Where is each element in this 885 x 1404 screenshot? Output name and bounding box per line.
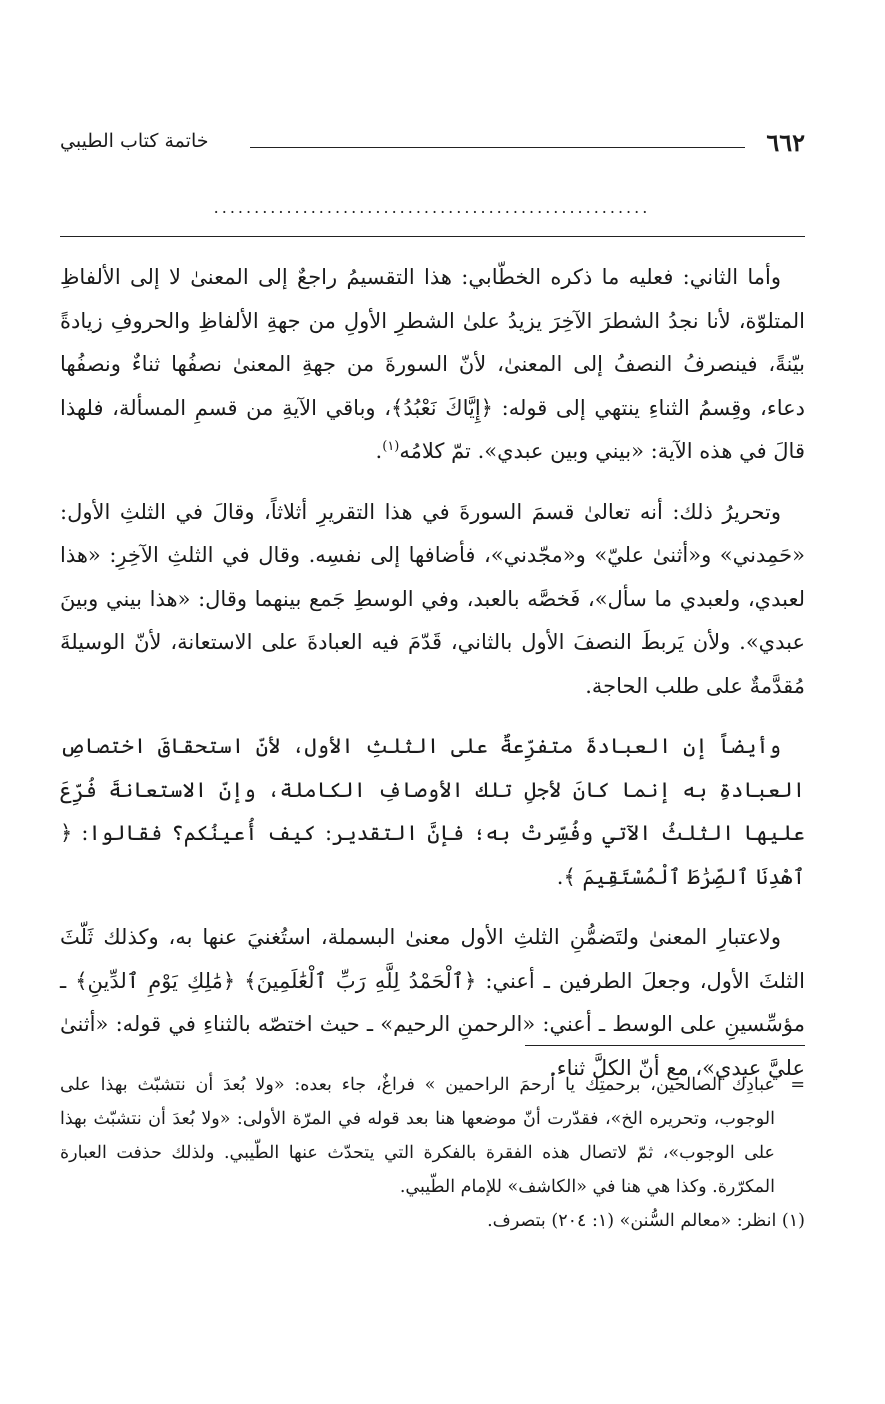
continuation-mark: = [790, 1075, 805, 1095]
paragraph-1 [60, 256, 805, 474]
quran-verse: ﴿إِيَّاكَ نَعْبُدُ﴾ [391, 395, 493, 420]
body-text [60, 256, 805, 1107]
paragraph-3-end: . [556, 864, 564, 889]
paragraph-3-text: وأيضاً إن العبادةَ متفرِّعةٌ على الثلثِ الأول، لأنّ استحقاقَ اختصاصِ العبادةِ به إنما كانَ لأجلِ تلك الأوصافِ الكاملة، وإنّ الاستعانةَ فُرِّعَ عليها الثلثُ الآتي وفُسِّرتْ به؛ فإنَّ التقدير: كيف أُعينُكم؟ فقالوا: [60, 734, 805, 845]
footnote-1: (١) انظر: «معالم السُّنن» (١: ٢٠٤) بتصرف. [487, 1211, 805, 1231]
running-title: خاتمة كتاب الطيبي [60, 130, 209, 152]
footnote-reference[interactable]: (١) [382, 439, 400, 454]
paragraph-3 [60, 725, 805, 899]
paragraph-4-text-b: ـ مؤسِّسينِ على الوسط ـ أعني: «الرحمنِ الرحيم» ـ حيث اختصّه بالثناءِ في قوله: «أثنىٰ عليَّ عبدي»، مع أنّ الكلَّ ثناء. [60, 968, 805, 1080]
quran-verse: ﴿ٱلْحَمْدُ لِلَّهِ رَبِّ ٱلْعَٰلَمِينَ﴾ [244, 968, 477, 993]
paragraph-4 [60, 916, 805, 1090]
paragraph-1-text-b: ، وباقي الآيةِ من قسمِ المسألة، فلهذا قالَ في هذه الآية: «بيني وبين عبدي». تمّ كلامُه [60, 395, 805, 463]
top-rule [60, 236, 805, 237]
paragraph-1-end: . [375, 439, 383, 463]
footnote-continuation-text: عبادِك الصالحين، برحمتِك يا أرحمَ الراحمين » فراغٌ، جاء بعده: «ولا بُعدَ أن نتشبّث بهذا على الوجوب، وتحريره الخ»، فقدّرت أنّ موضعها هنا بعد قوله في المرّة الأولى: «ولا بُعدَ أن نتشبّث بهذا على الوجوب»، ثمّ لاتصال هذه الفقرة بالفكرة التي يتحدّث عنها الطّيبي. ولذلك حذفت العبارة المكرّرة. وكذا هي هنا في «الكاشف» للإمام الطّيبي. [60, 1075, 775, 1197]
header-rule [250, 147, 745, 148]
footnote-rule [525, 1045, 805, 1046]
footnotes [60, 1068, 805, 1238]
page-number: ٦٦٢ [766, 128, 805, 157]
paragraph-2: وتحريرُ ذلك: أنه تعالىٰ قسمَ السورةَ في هذا التقريرِ أثلاثاً، وقالَ في الثلثِ الأول: «حَمِدني» و«أثنىٰ عليّ» و«مجّدني»، فأضافها إلى نفسِه. وقال في الثلثِ الآخِرِ: «هذا لعبدي، ولعبدي ما سأل»، فَخصَّه بالعبد، وفي الوسطِ جَمع بينهما وقال: «هذا بيني وبينَ عبدي». ولأن يَربطَ النصفَ الأول بالثاني، قَدّمَ فيه العبادةَ على الاستعانة، لأنّ الوسيلةَ مُقدَّمةٌ على طلب الحاجة. [60, 499, 805, 698]
paragraph-4-text-a: ولاعتبارِ المعنىٰ ولتَضمُّنِ الثلثِ الأول معنىٰ البسملة، استُغنيَ عنها به، وكذلك ثَلّثَ الثلثَ الأول، وجعلَ الطرفين ـ أعني: [60, 925, 805, 993]
footnote-continuation [60, 1068, 805, 1204]
dotted-separator: ...................................................... [213, 198, 651, 217]
quran-verse: ﴿ ٱهْدِنَا ٱلصِّرَٰطَ ٱلْمُسْتَقِيمَ ﴾ [60, 821, 805, 889]
quran-verse: ﴿مَٰلِكِ يَوْمِ ٱلدِّينِ﴾ [75, 968, 236, 993]
page-header [60, 128, 805, 168]
paragraph-1-text-a: وأما الثاني: فعليه ما ذكره الخطّابي: هذا التقسيمُ راجعٌ إلى المعنىٰ لا إلى الألفاظِ المتلوّة، لأنا نجدُ الشطرَ الآخِرَ يزيدُ علىٰ الشطرِ الأولِ من جهةِ الألفاظِ والحروفِ زيادةً بيّنةً، فينصرفُ النصفُ إلى المعنىٰ، لأنّ السورةَ من جهةِ المعنىٰ نصفُها ثناءٌ ونصفُها دعاء، وقِسمُ الثناءِ ينتهي إلى قوله: [60, 265, 805, 420]
